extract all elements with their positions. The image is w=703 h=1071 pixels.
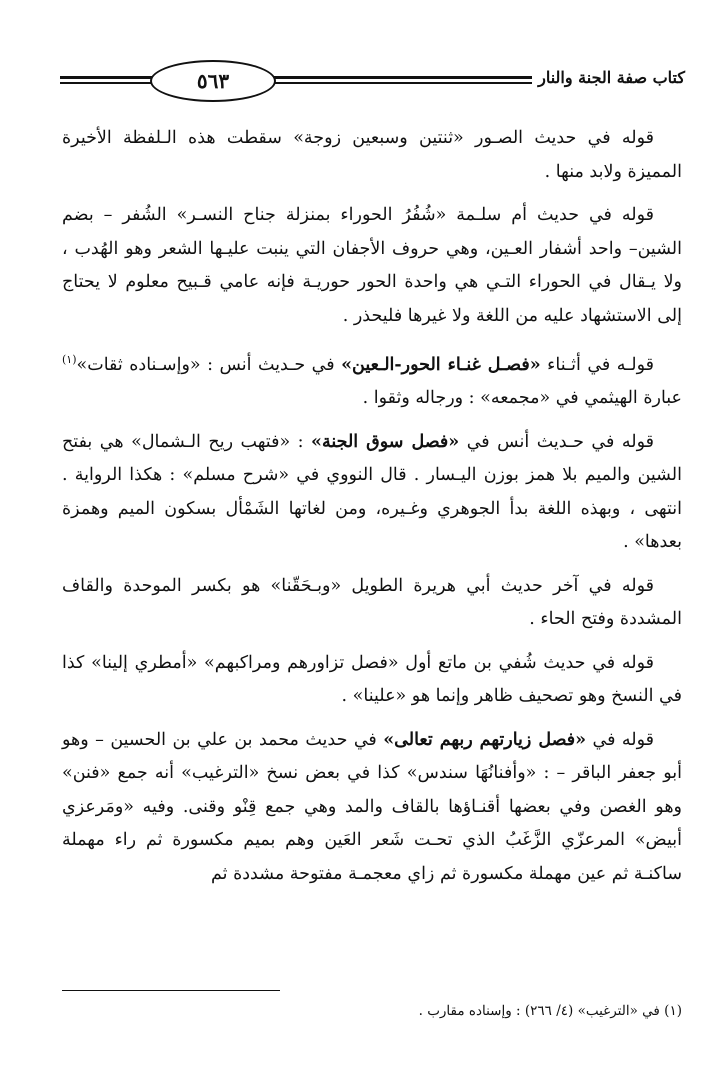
footnote: (١) في «الترغيب» (٤/ ٢٦٦) : وإسناده مقارب . xyxy=(418,1003,682,1019)
text-run: عبارة الهيثمي في «مجمعه» : ورجاله وثقوا . xyxy=(362,388,682,409)
header-rule-left xyxy=(60,76,155,79)
text-run: قوله في حديث الصـور «ثنتين وسبعين زوجة» سقطت هذه الـلفظة الأخيرة المميزة ولابد منها . xyxy=(62,128,682,182)
text-run: قوله في حـديث أنس في xyxy=(459,431,654,452)
text-run: : «فتهب ريح الـشمال» هي بفتح الشين والميم بلا همز بوزن اليـسار . قال النووي في «شرح مسلم» : هكذا الرواية . انتهى ، وبهذه اللغة بدأ الجوهري وغـيره، ومن لغاتها الشَمْأل بسكون الميم وهمزة بعدها» . xyxy=(62,431,682,553)
text-run: قوله في حديث شُفي بن ماتع أول «فصل تزاورهم ومراكبهم» «أمطري إلينا» كذا في النسخ وهو تصحيف ظاهر وإنما هو «علينا» . xyxy=(62,652,682,707)
section-title-ref: «فصل زيارتهم ربهم تعالى» xyxy=(383,729,587,750)
text-run: في حديث محمد بن علي بن الحسين – وهو أبو جعفر الباقر – : «وأفنانُهَا سندس» كذا في بعض نسخ «الترغيب» أنه جمع «فنن» وهو الغصن وفي بعضها أقنـاؤها بالقاف والمد وهي جمع قِنْو وقنى. وفيه «ومَرعزي أبيض» المرعزّي الزَّغَبُ الذي تحـت شَعر العَين وهم بميم مكسورة ثم راء مهملة ساكنـة ثم عين مهملة مكسورة ثم زاي معجمـة مفتوحة مشددة ثم xyxy=(62,729,682,884)
running-title: كتاب صفة الجنة والنار xyxy=(532,68,685,87)
text-run: قوله في آخر حديث أبي هريرة الطويل «وبـحَقّنا» هو بكسر الموحدة والقاف المشددة وفتح الحاء . xyxy=(62,575,682,630)
body-text xyxy=(62,122,682,901)
text-run: في حـديث أنس : «وإسـناده ثقات» xyxy=(76,354,342,375)
page-number: ٥٦٣ xyxy=(150,60,276,102)
section-title-ref: «فصـل غنـاء الحور-الـعين» xyxy=(341,354,541,375)
paragraph xyxy=(62,122,682,189)
paragraph xyxy=(62,199,682,333)
paragraph xyxy=(62,724,682,892)
footnote-divider xyxy=(62,990,280,991)
section-title-ref: «فصل سوق الجنة» xyxy=(311,431,460,452)
paragraph xyxy=(62,647,682,714)
paragraph xyxy=(62,426,682,560)
page-header xyxy=(60,58,685,104)
text-run: قوله في xyxy=(586,729,655,750)
paragraph xyxy=(62,343,682,416)
header-rule-left-thin xyxy=(60,82,155,84)
paragraph xyxy=(62,570,682,637)
footnote-marker: (١) xyxy=(62,353,77,366)
text-run: قوله في حديث أم سلـمة «شُفُرُ الحوراء بمنزلة جناح النسـر» الشُفر – بضم الشين– واحد أشفار العـين، وهي حروف الأجفان التي ينبت عليـها الشعر وهو الهُدب ، ولا يـقال في الحوراء التـي هي واحدة الحور حوريـة فإنه عامي قـبيح معلوم لا يحتاج إلى الاستشهاد عليه من اللغة ولا غيرها فليحذر . xyxy=(62,205,682,326)
text-run: قولـه في أثـناء xyxy=(540,354,655,375)
